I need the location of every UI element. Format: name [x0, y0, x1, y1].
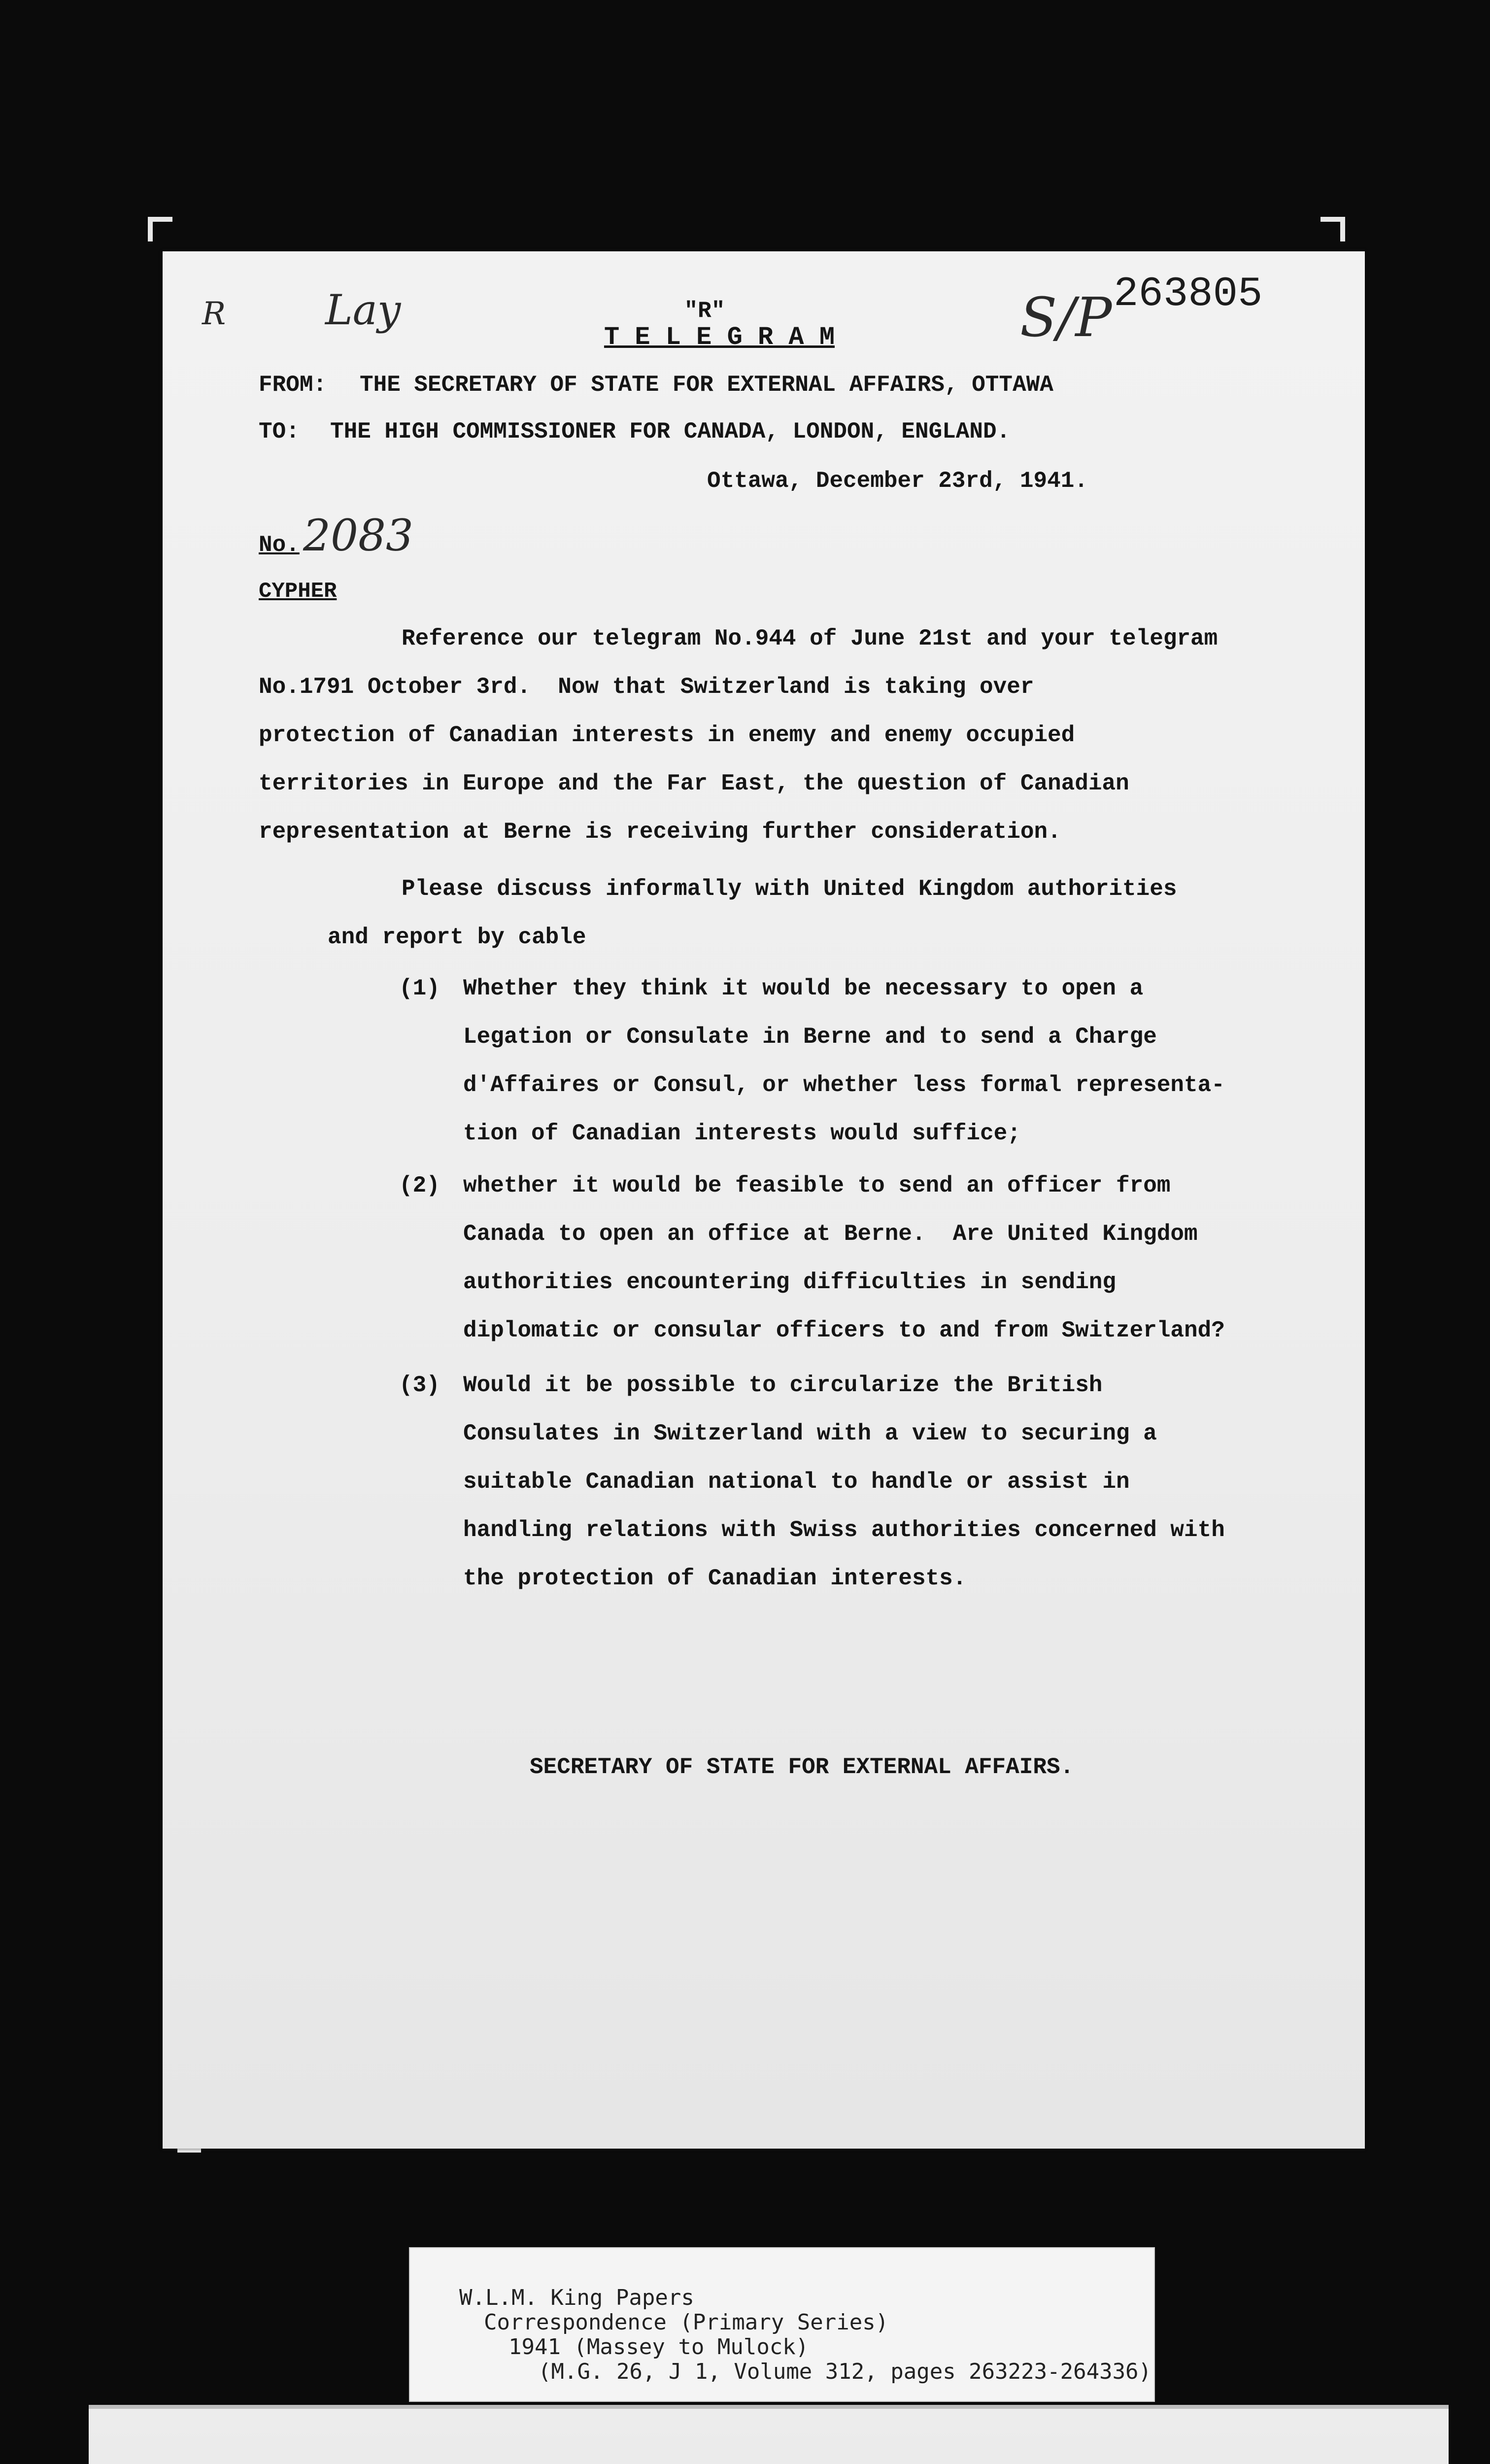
item-line: Canada to open an office at Berne. Are United Kingdom [463, 1221, 1198, 1247]
frame-corner-mark-top-right [1321, 217, 1345, 241]
paragraph-line: Reference our telegram No.944 of June 21st and your telegram [402, 626, 1218, 651]
paragraph-line: and report by cable [328, 924, 586, 950]
item-line: the protection of Canadian interests. [463, 1566, 967, 1591]
item-marker: (3) [399, 1372, 440, 1398]
item-line: tion of Canadian interests would suffice; [463, 1121, 1021, 1146]
classification-mark: "R" [684, 298, 725, 324]
item-line: diplomatic or consular officers to and from Switzerland? [463, 1318, 1225, 1343]
paragraph-line: Please discuss informally with United Kingdom authorities [402, 876, 1177, 902]
cypher-label: CYPHER [259, 579, 337, 604]
archive-label-line: W.L.M. King Papers [459, 2285, 694, 2310]
paragraph-line: territories in Europe and the Far East, the question of Canadian [259, 771, 1129, 796]
item-line: authorities encountering difficulties in sending [463, 1269, 1117, 1295]
to-value: THE HIGH COMMISSIONER FOR CANADA, LONDON, ENGLAND. [330, 419, 1011, 445]
paragraph-line: No.1791 October 3rd. Now that Switzerland is taking over [259, 674, 1034, 700]
paragraph-line: protection of Canadian interests in enemy and enemy occupied [259, 722, 1075, 748]
item-line: Consulates in Switzerland with a view to securing a [463, 1421, 1157, 1446]
to-label: TO: [259, 419, 300, 445]
from-value: THE SECRETARY OF STATE FOR EXTERNAL AFFAIRS, OTTAWA [360, 372, 1053, 398]
handwritten-left-initial: R [202, 296, 226, 332]
item-line: whether it would be feasible to send an officer from [463, 1173, 1171, 1198]
item-line: handling relations with Swiss authorities concerned with [463, 1517, 1225, 1543]
telegram-heading: T E L E G R A M [604, 323, 835, 352]
handwritten-corner-note: S/P [1020, 286, 1112, 349]
item-line: Legation or Consulate in Berne and to send a Charge [463, 1024, 1157, 1050]
date-line: Ottawa, December 23rd, 1941. [707, 468, 1088, 494]
archive-reference-card [409, 2247, 1155, 2402]
archive-label-line: (M.G. 26, J 1, Volume 312, pages 263223-264336) [538, 2359, 1152, 2384]
item-line: suitable Canadian national to handle or assist in [463, 1469, 1130, 1495]
from-label: FROM: [259, 372, 327, 398]
archive-label-line: 1941 (Massey to Mulock) [508, 2334, 809, 2360]
handwritten-initials: Lay [325, 286, 401, 334]
item-line: Would it be possible to circularize the British [463, 1372, 1103, 1398]
archives-stamp-board [89, 2405, 1449, 2464]
frame-corner-mark-top-left [148, 217, 172, 241]
item-marker: (2) [399, 1173, 440, 1198]
telegram-page [163, 251, 1365, 2149]
archive-label-line: Correspondence (Primary Series) [484, 2310, 889, 2335]
telegram-number-handwritten: 2083 [303, 510, 413, 561]
stamp-number: 263805 [1114, 271, 1263, 318]
item-line: Whether they think it would be necessary to open a [463, 976, 1144, 1001]
item-line: d'Affaires or Consul, or whether less formal representa- [463, 1072, 1225, 1098]
paragraph-line: representation at Berne is receiving further consideration. [259, 819, 1061, 845]
item-marker: (1) [399, 976, 440, 1001]
telegram-number-label: No. [259, 532, 300, 558]
signature-block: SECRETARY OF STATE FOR EXTERNAL AFFAIRS. [530, 1754, 1074, 1780]
